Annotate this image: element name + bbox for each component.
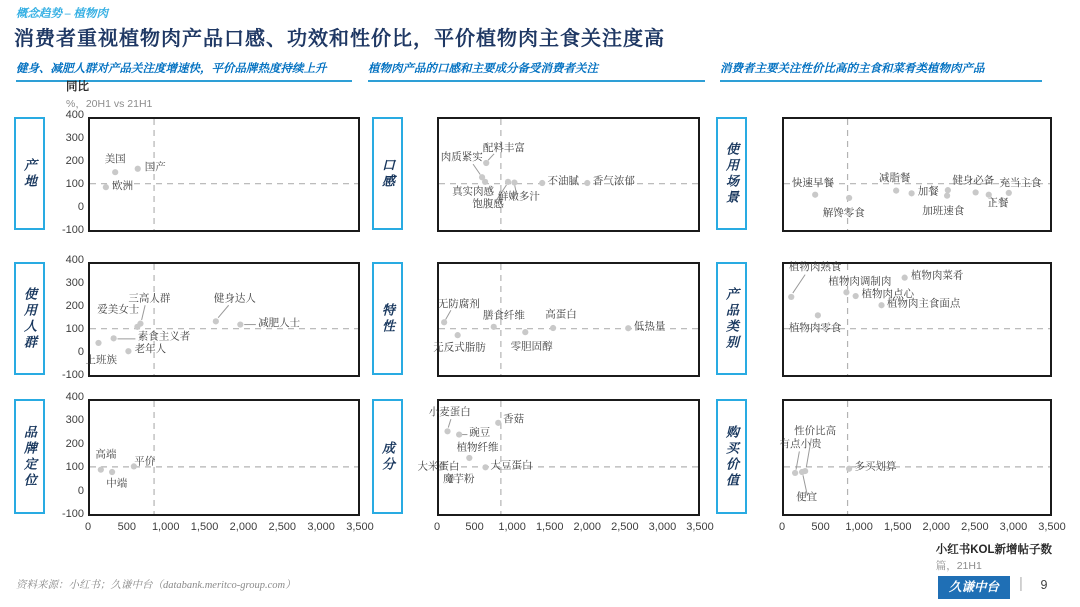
x-tick-label: 3,000 (999, 521, 1028, 533)
point-label: 豌豆 (469, 426, 491, 439)
x-tick-label: 2,000 (922, 521, 951, 533)
scatter-plot-origin (88, 117, 360, 232)
y-tick-label: 0 (77, 201, 84, 213)
scatter-plot-user-group (85, 262, 360, 377)
data-point (945, 187, 951, 193)
point-label: 植物肉点心 (861, 287, 914, 300)
x-axis-caption-main: 小红书KOL新增帖子数 (935, 544, 1052, 556)
y-tick-label: 200 (65, 437, 84, 450)
data-point (213, 318, 219, 324)
point-label: 欧洲 (112, 179, 134, 192)
category-box-product-category (716, 262, 747, 375)
y-tick-label: -100 (61, 508, 84, 520)
company-logo: 久谦中台 (938, 576, 1010, 599)
page-title: 消费者重视植物肉产品口感、功效和性价比，平价植物肉主食关注度高 (14, 28, 665, 50)
data-point (511, 179, 517, 185)
data-point (792, 470, 798, 476)
y-tick-label: 200 (65, 300, 84, 312)
data-point (893, 188, 899, 194)
source-note: 资料来源：小红书；久谦中台（databank.meritco-group.com） (16, 580, 296, 591)
data-point (137, 321, 143, 327)
x-tick-label: 0 (778, 521, 786, 533)
point-label: 高端 (95, 448, 117, 461)
point-label: 饱腹感 (472, 198, 504, 211)
data-point (109, 469, 115, 475)
point-label: 植物纤维 (456, 441, 499, 454)
data-point (846, 466, 852, 472)
y-tick-label: 100 (65, 178, 84, 190)
category-label: 使用场景 (724, 141, 739, 206)
data-point (539, 180, 545, 186)
data-point (853, 293, 859, 299)
x-tick-label: 3,000 (307, 521, 335, 533)
x-tick-label: 500 (465, 521, 484, 533)
point-label: 植物肉零食 (788, 322, 842, 334)
data-point (466, 455, 472, 461)
point-label: 三高人群 (128, 292, 171, 305)
y-tick-label: 0 (77, 484, 84, 497)
point-label: 肉质紧实 (440, 151, 483, 164)
data-point (441, 319, 447, 325)
data-point (973, 189, 979, 195)
y-tick-label: 200 (65, 155, 84, 167)
point-label: 加班速食 (922, 205, 965, 218)
point-label: 魔芋粉 (443, 473, 475, 486)
x-tick-label: 2,000 (573, 521, 602, 533)
point-label: 中端 (106, 477, 128, 490)
x-tick-label: 0 (84, 521, 92, 533)
data-point (878, 302, 884, 308)
point-label: 香气浓郁 (592, 175, 635, 188)
category-label: 成分 (380, 440, 395, 473)
data-point (505, 179, 511, 185)
category-box-ingredient (372, 399, 403, 514)
point-label: 零胆固醇 (510, 340, 553, 353)
point-label: 植物肉主食面点 (886, 297, 961, 310)
data-point (522, 329, 528, 335)
point-label: 香菇 (503, 412, 525, 425)
data-point (455, 332, 461, 338)
data-point (1006, 190, 1012, 196)
data-point (98, 467, 104, 473)
point-label: 国产 (144, 160, 166, 173)
data-point (625, 325, 631, 331)
point-label: 鲜嫩多汁 (497, 190, 540, 203)
y-tick-label: -100 (61, 224, 84, 236)
point-label: 无防腐剂 (437, 297, 480, 310)
point-label: 正餐 (987, 197, 1009, 210)
point-label: 配料丰富 (482, 142, 525, 155)
y-tick-label: -100 (61, 369, 84, 381)
point-label: 性价比高 (794, 425, 837, 438)
point-label: 健身必备 (952, 174, 995, 187)
point-label: 减肥人士 (258, 316, 301, 329)
data-point (444, 428, 450, 434)
point-label: 平价 (134, 455, 156, 468)
data-point (902, 275, 908, 281)
scatter-plot-product-category (782, 262, 1052, 377)
x-tick-label: 3,500 (1038, 521, 1066, 533)
section-header-3: 消费者主要关注性价比高的主食和菜肴类植物肉产品 (720, 60, 1042, 82)
data-point (584, 180, 590, 186)
category-label: 产地 (22, 157, 37, 190)
section-header-1: 健身、减肥人群对产品关注度增速快，平价品牌热度持续上升 (16, 60, 352, 82)
y-axis-title-main: 同比 (66, 81, 89, 93)
data-point (495, 420, 501, 426)
category-label: 产品类别 (724, 286, 739, 351)
x-tick-label: 500 (117, 521, 137, 533)
scatter-plot-brand-position (88, 399, 360, 516)
x-tick-label: 2,500 (961, 521, 989, 533)
point-label: 爱美女士 (97, 303, 140, 316)
x-tick-label: 1,500 (883, 521, 912, 533)
x-tick-label: 500 (811, 521, 830, 533)
point-label: 便宜 (796, 491, 818, 504)
data-point (550, 325, 556, 331)
category-box-brand-position (14, 399, 45, 514)
category-box-user-group (14, 262, 45, 375)
point-label: 小麦蛋白 (428, 405, 471, 418)
x-tick-label: 1,000 (845, 521, 873, 533)
category-label: 口感 (380, 157, 395, 190)
category-box-trait (372, 262, 403, 375)
y-tick-label: 300 (65, 414, 84, 427)
point-label: 植物肉菜肴 (910, 269, 964, 282)
point-label: 无反式脂肪 (433, 341, 486, 354)
y-tick-label: 400 (65, 109, 84, 121)
category-box-taste (372, 117, 403, 230)
x-tick-label: 1,000 (151, 521, 180, 533)
data-point (799, 469, 805, 475)
category-label: 品牌定位 (22, 424, 37, 489)
point-label: 素食主义者 (137, 330, 191, 343)
page-number: 9 (1040, 578, 1048, 592)
data-point (95, 340, 101, 346)
x-tick-label: 1,500 (190, 521, 219, 533)
y-tick-label: 400 (65, 254, 84, 266)
scatter-plot-purchase-value (779, 399, 1052, 516)
y-tick-label: 400 (65, 391, 84, 403)
data-point (112, 169, 118, 175)
point-label: 解馋零食 (822, 206, 865, 219)
point-label: 植物肉熟食 (788, 261, 842, 274)
point-label: 美国 (104, 152, 126, 165)
data-point (125, 348, 131, 354)
data-point (909, 190, 915, 196)
x-tick-label: 0 (433, 521, 441, 533)
data-point (815, 312, 821, 318)
breadcrumb: 概念趋势 – 植物肉 (16, 8, 108, 20)
category-box-purchase-value (716, 399, 747, 514)
y-tick-label: 100 (65, 323, 84, 335)
x-tick-label: 2,500 (268, 521, 297, 533)
x-tick-label: 2,500 (611, 521, 639, 533)
data-point (111, 335, 117, 341)
data-point (482, 179, 488, 185)
point-label: 植物肉调制肉 (828, 275, 892, 288)
point-label: 老年人 (134, 343, 167, 356)
scatter-plot-trait (433, 262, 700, 377)
data-point (843, 289, 849, 295)
y-tick-label: 300 (65, 277, 84, 289)
y-tick-label: 300 (65, 132, 84, 144)
data-point (944, 193, 950, 199)
x-axis-caption (936, 541, 1052, 573)
point-label: 低热量 (633, 320, 666, 333)
point-label: 有点小贵 (779, 438, 822, 451)
scatter-plot-ingredient (417, 399, 700, 516)
category-label: 购买价值 (724, 424, 739, 489)
data-point (237, 321, 243, 327)
point-label: 快速早餐 (791, 177, 834, 189)
point-label: 充当主食 (999, 177, 1042, 189)
data-point (788, 294, 794, 300)
point-label: 高蛋白 (545, 308, 577, 321)
category-label: 特性 (380, 302, 395, 335)
point-label: 健身达人 (213, 292, 256, 305)
data-point (483, 160, 489, 166)
y-tick-label: 0 (77, 346, 84, 358)
point-label: 真实肉感 (452, 185, 495, 198)
scatter-plot-usage-scene (782, 117, 1052, 232)
data-point (491, 324, 497, 330)
x-tick-label: 3,000 (648, 521, 677, 533)
y-tick-label: 100 (65, 461, 84, 474)
scatter-plot-taste (437, 117, 700, 232)
point-label: 加餐 (917, 185, 939, 198)
point-label: 大豆蛋白 (490, 459, 533, 472)
footer-separator: | (1019, 575, 1023, 592)
point-label: 多买划算 (854, 460, 897, 473)
category-box-usage-scene (716, 117, 747, 230)
point-label: 膳食纤维 (482, 309, 525, 322)
data-point (812, 192, 818, 198)
x-tick-label: 2,000 (229, 521, 258, 533)
x-tick-label: 1,000 (498, 521, 526, 533)
section-header-2: 植物肉产品的口感和主要成分备受消费者关注 (368, 60, 705, 82)
point-label: 不油腻 (547, 175, 579, 188)
category-box-origin (14, 117, 45, 230)
point-label: 上班族 (85, 354, 117, 367)
x-tick-label: 1,500 (535, 521, 564, 533)
y-axis-title-unit: %，20H1 vs 21H1 (66, 98, 153, 110)
data-point (456, 431, 462, 437)
data-point (482, 464, 488, 470)
x-axis-caption-unit: 篇，21H1 (935, 560, 982, 572)
point-label: 减脂餐 (878, 171, 911, 184)
data-point (135, 166, 141, 172)
data-point (103, 184, 109, 190)
x-tick-label: 3,500 (346, 521, 374, 533)
x-tick-label: 3,500 (686, 521, 714, 533)
category-label: 使用人群 (22, 286, 37, 351)
point-label: 大米蛋白 (417, 460, 460, 473)
data-point (846, 195, 852, 201)
